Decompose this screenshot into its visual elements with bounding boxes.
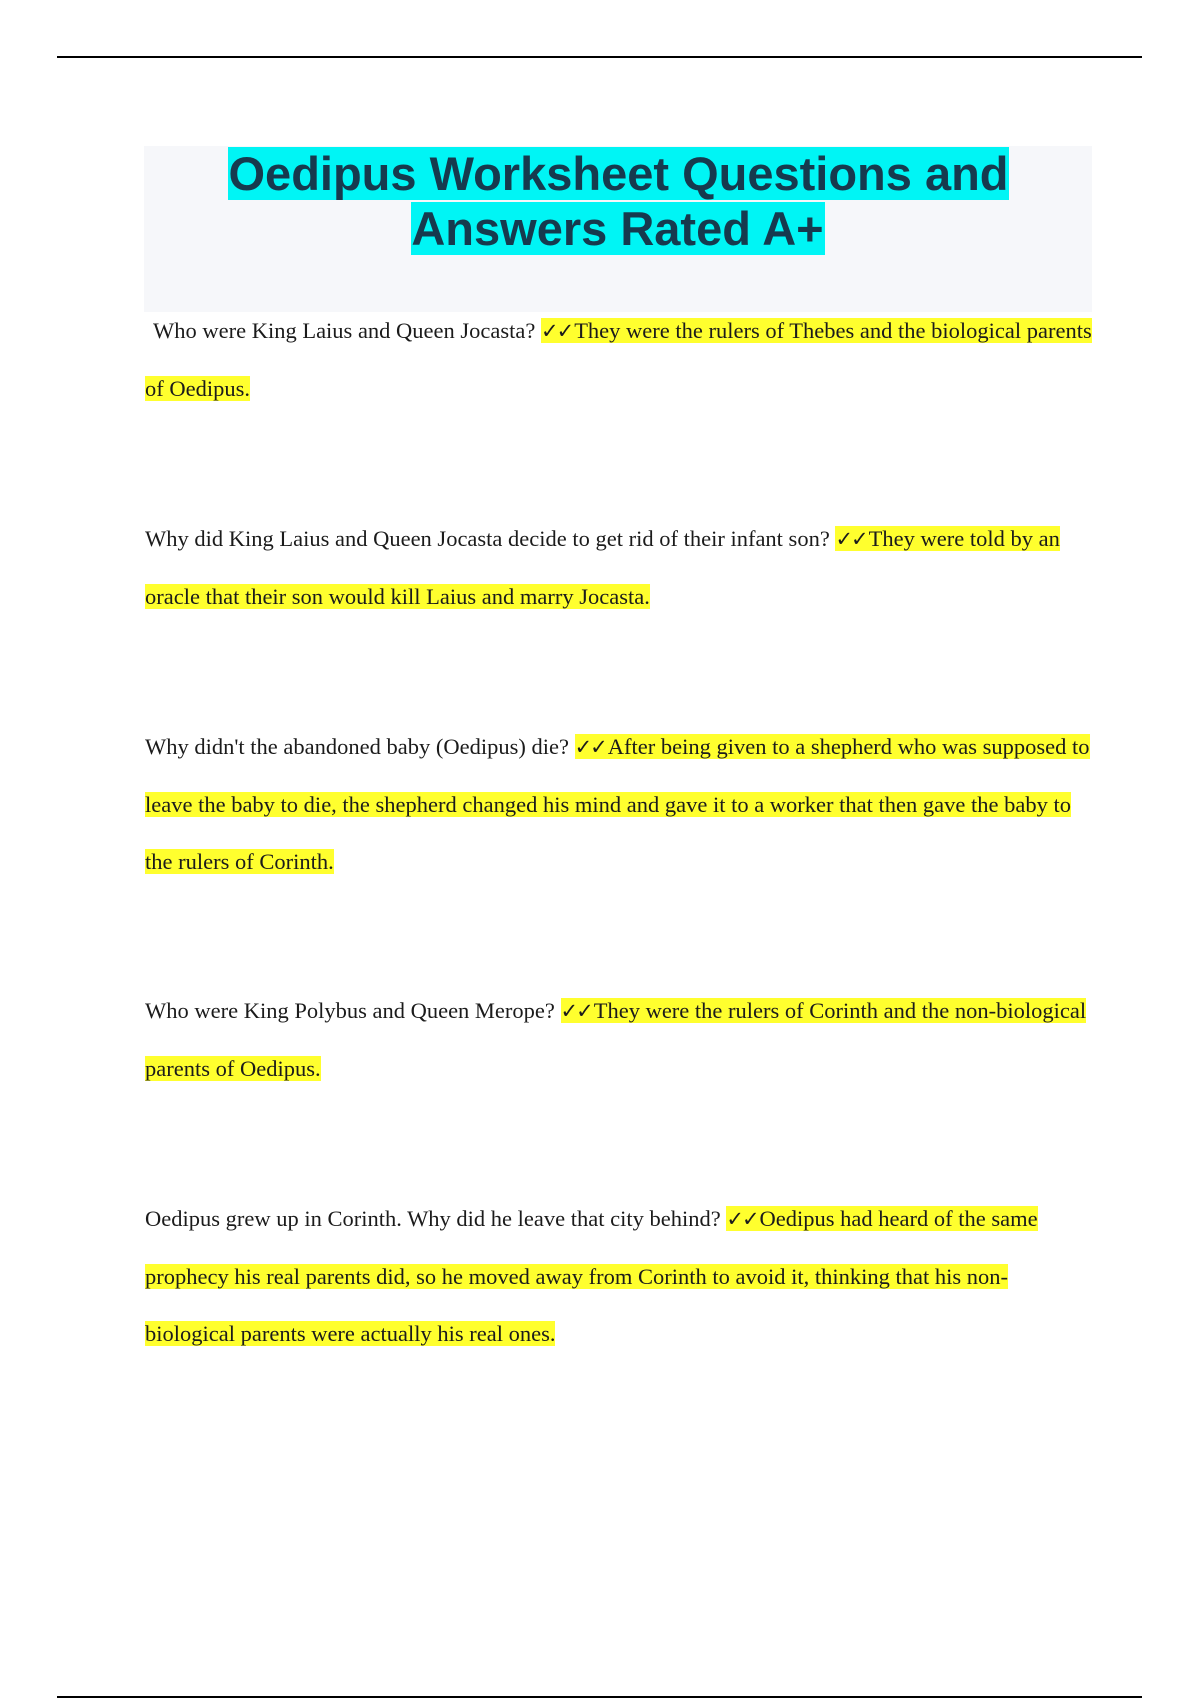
answer-text: ✓✓Oedipus had heard of the same prophecy his real parents did, so he moved away from Corinth to avoid it, thinking that his non-biological parents were actually his real ones. bbox=[145, 1206, 1038, 1346]
check-icon: ✓✓ bbox=[540, 319, 573, 343]
question-text: Why did King Laius and Queen Jocasta decide to get rid of their infant son? bbox=[145, 526, 830, 551]
bottom-rule bbox=[57, 1696, 1142, 1698]
qa-item-4 bbox=[145, 982, 1095, 1097]
qa-item-5 bbox=[145, 1190, 1095, 1362]
answer-text: ✓✓They were told by an oracle that their son would kill Laius and marry Jocasta. bbox=[145, 526, 1060, 609]
check-icon: ✓✓ bbox=[560, 999, 592, 1023]
check-icon: ✓✓ bbox=[835, 527, 867, 551]
answer-text: ✓✓They were the rulers of Corinth and the non-biological parents of Oedipus. bbox=[145, 998, 1087, 1081]
check-icon: ✓✓ bbox=[574, 735, 606, 759]
check-icon: ✓✓ bbox=[726, 1207, 758, 1231]
answer-text: ✓✓After being given to a shepherd who was supposed to leave the baby to die, the shepherd changed his mind and gave it to a worker that then gave the baby to the rulers of Corinth. bbox=[145, 734, 1090, 874]
document-title: Oedipus Worksheet Questions and Answers Rated A+ bbox=[228, 147, 1009, 255]
qa-item-1 bbox=[145, 302, 1095, 417]
qa-item-2 bbox=[145, 510, 1095, 625]
title-block bbox=[144, 146, 1092, 312]
answer-text: ✓✓They were the rulers of Thebes and the biological parents of Oedipus. bbox=[145, 318, 1092, 401]
question-text: Who were King Polybus and Queen Merope? bbox=[145, 998, 555, 1023]
qa-item-3 bbox=[145, 718, 1095, 890]
top-rule bbox=[57, 56, 1142, 58]
question-text: Who were King Laius and Queen Jocasta? bbox=[153, 318, 536, 343]
question-text: Oedipus grew up in Corinth. Why did he leave that city behind? bbox=[145, 1206, 721, 1231]
question-text: Why didn't the abandoned baby (Oedipus) die? bbox=[145, 734, 569, 759]
